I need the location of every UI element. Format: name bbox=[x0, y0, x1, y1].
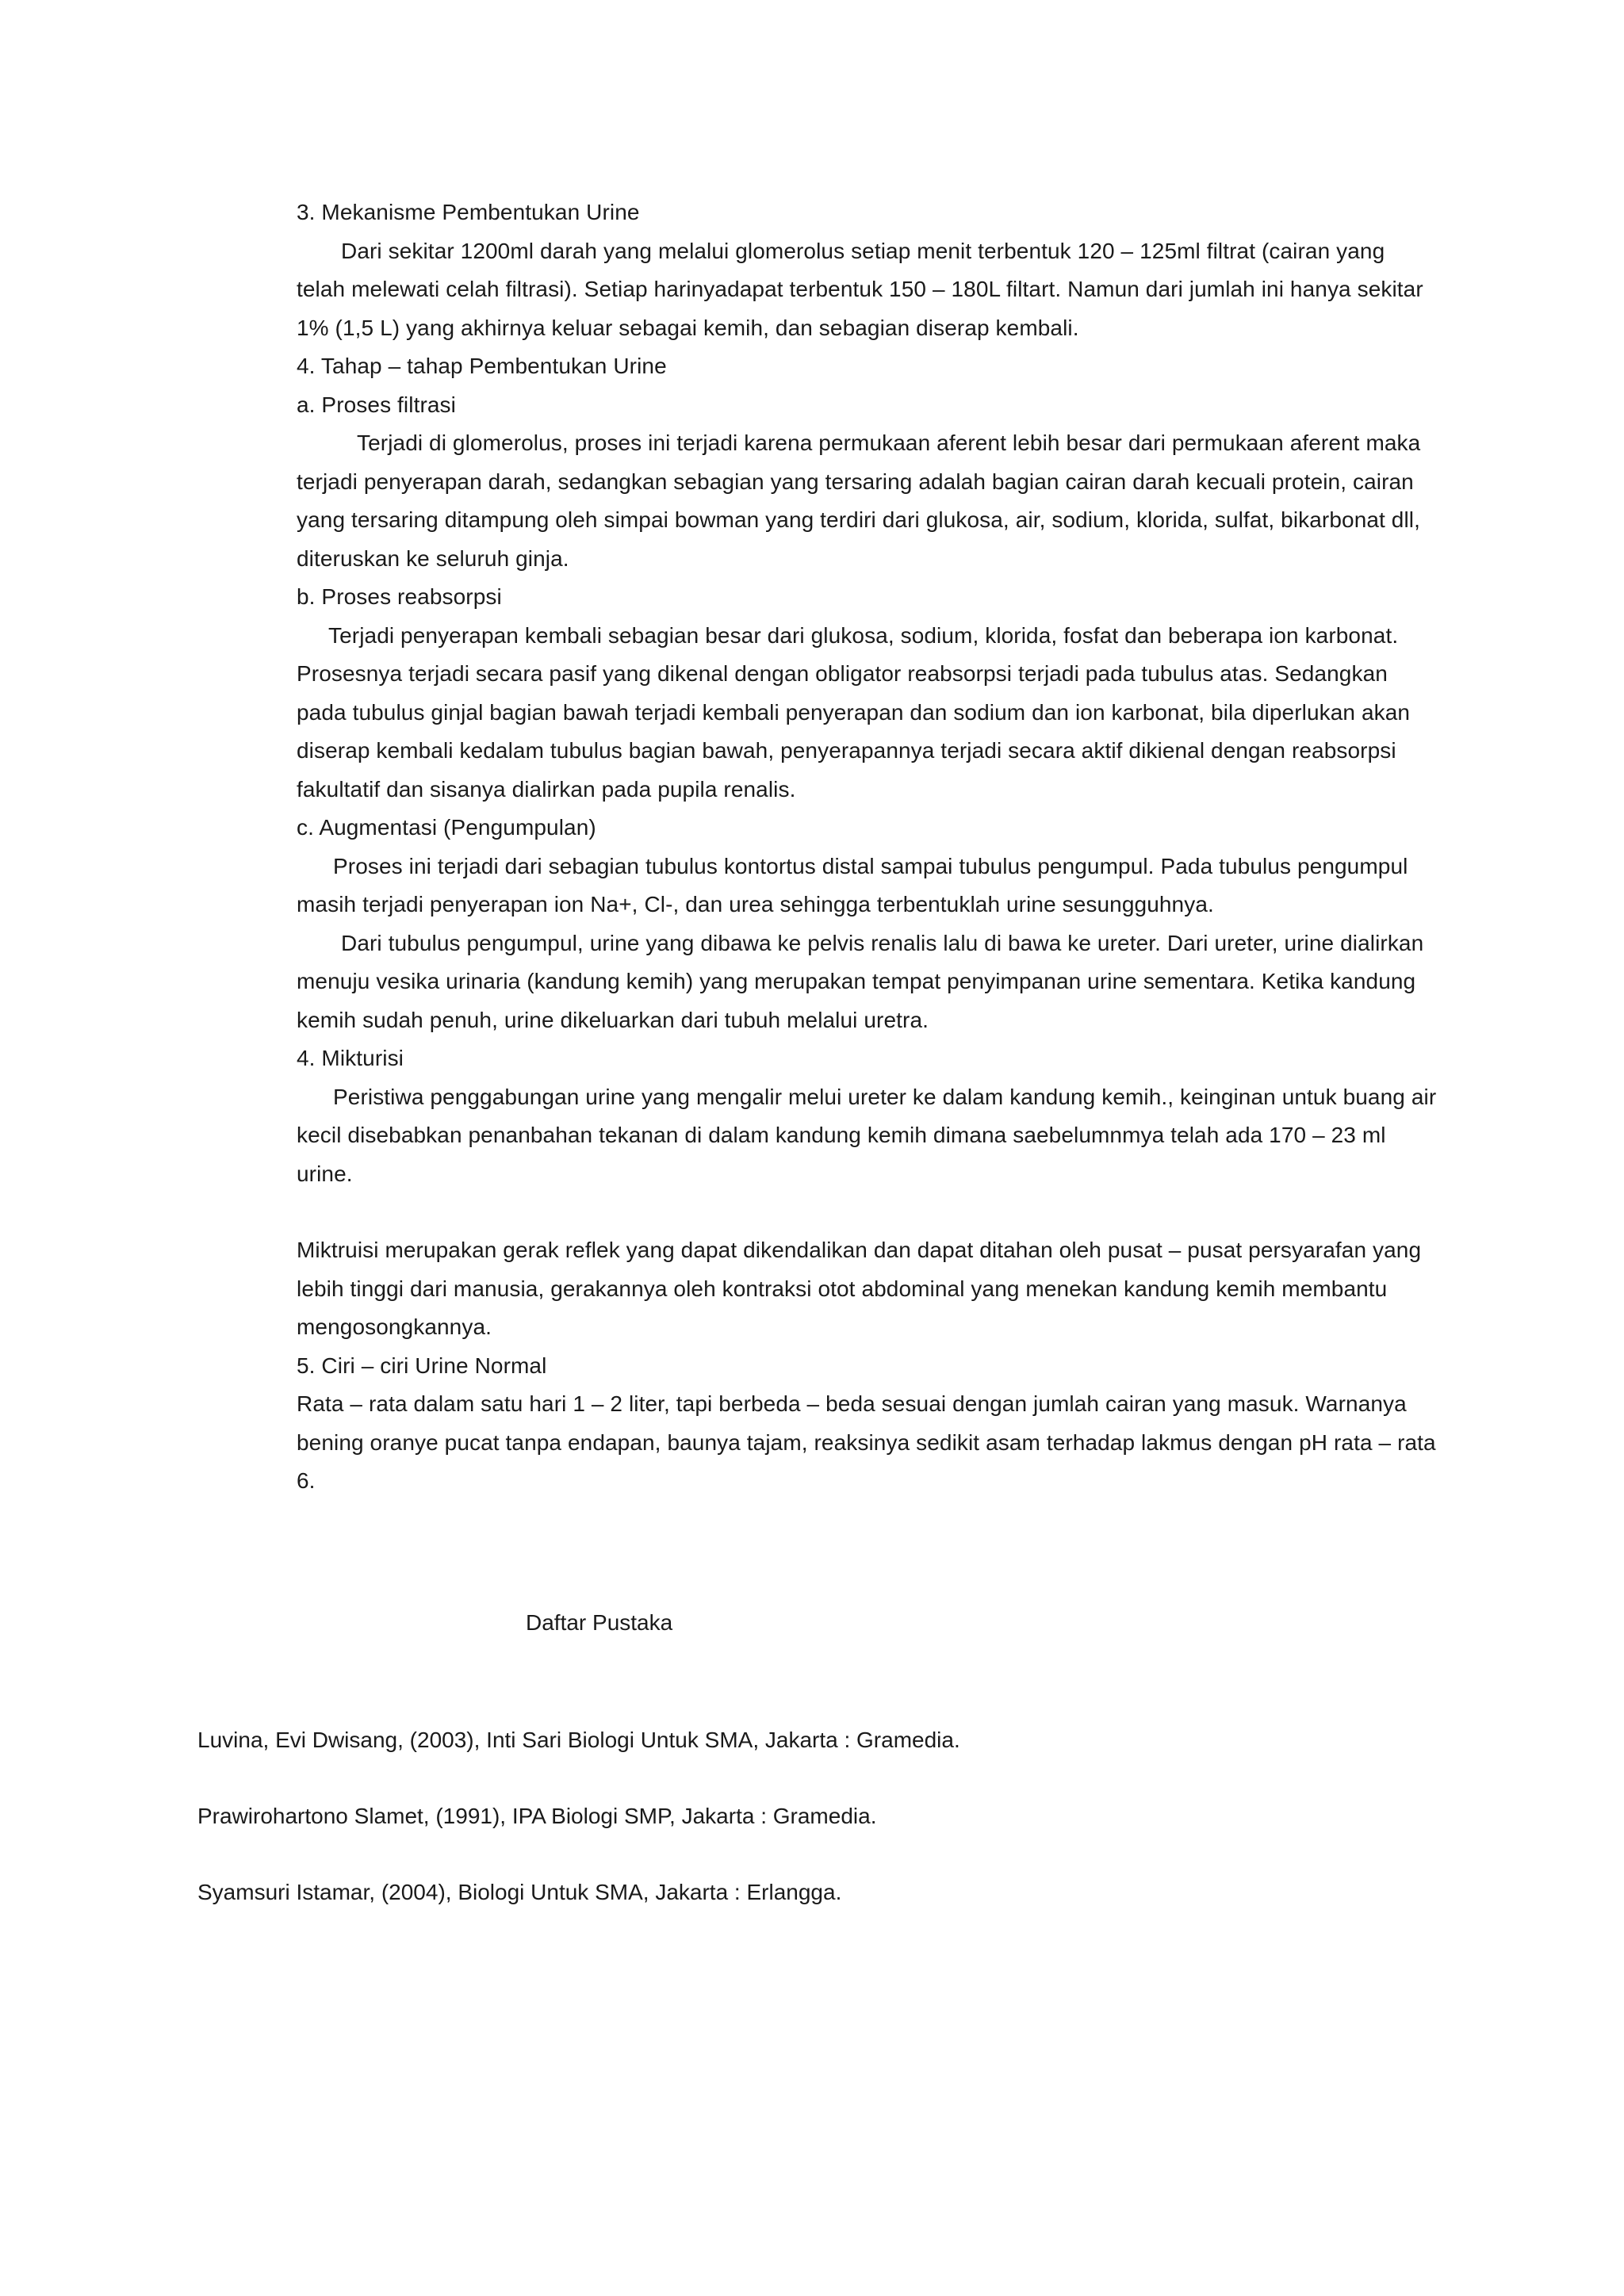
bibliography-list bbox=[197, 1721, 1466, 1950]
paragraph-spacer bbox=[297, 1193, 1438, 1231]
section-heading: 5. Ciri – ciri Urine Normal bbox=[297, 1353, 547, 1378]
section-heading: 4. Tahap – tahap Pembentukan Urine bbox=[297, 354, 667, 378]
bibliography-entry: Luvina, Evi Dwisang, (2003), Inti Sari Biologi Untuk SMA, Jakarta : Gramedia. bbox=[197, 1728, 960, 1752]
bibliography-title: Daftar Pustaka bbox=[526, 1610, 673, 1635]
document-body bbox=[297, 193, 1438, 1501]
body-paragraph: Rata – rata dalam satu hari 1 – 2 liter, tapi berbeda – beda sesuai dengan jumlah cairan yang masuk. Warnanya bening oranye pucat tanpa endapan, baunya tajam, reaksinya sedikit asam terhadap lakmus dengan pH rata – rata 6. bbox=[297, 1391, 1436, 1493]
subsection-heading: b. Proses reabsorpsi bbox=[297, 584, 502, 609]
bibliography-entry: Syamsuri Istamar, (2004), Biologi Untuk SMA, Jakarta : Erlangga. bbox=[197, 1880, 842, 1904]
body-paragraph: Dari sekitar 1200ml darah yang melalui glomerolus setiap menit terbentuk 120 – 125ml filtrat (cairan yang telah melewati celah filtrasi). Setiap harinyadapat terbentuk 150 – 180L filtart. Namun dari jumlah ini hanya sekitar 1% (1,5 L) yang akhirnya keluar sebagai kemih, dan sebagian diserap kembali. bbox=[297, 238, 1423, 340]
subsection-heading: a. Proses filtrasi bbox=[297, 392, 456, 417]
bibliography-entry: Prawirohartono Slamet, (1991), IPA Biologi SMP, Jakarta : Gramedia. bbox=[197, 1804, 877, 1828]
section-heading: 3. Mekanisme Pembentukan Urine bbox=[297, 200, 640, 224]
body-paragraph: Dari tubulus pengumpul, urine yang dibawa ke pelvis renalis lalu di bawa ke ureter. Dari ureter, urine dialirkan menuju vesika urinaria (kandung kemih) yang merupakan tempat penyimpanan urine sementara. Ketika kandung kemih sudah penuh, urine dikeluarkan dari tubuh melalui uretra. bbox=[297, 930, 1424, 1032]
subsection-heading: c. Augmentasi (Pengumpulan) bbox=[297, 815, 596, 840]
body-paragraph: Proses ini terjadi dari sebagian tubulus kontortus distal sampai tubulus pengumpul. Pada tubulus pengumpul masih terjadi penyerapan ion Na+, Cl-, dan urea sehingga terbentuklah urine sesungguhnya. bbox=[297, 853, 1408, 916]
section-heading: 4. Mikturisi bbox=[297, 1046, 404, 1070]
body-paragraph: Miktruisi merupakan gerak reflek yang dapat dikendalikan dan dapat ditahan oleh pusat – pusat persyarafan yang lebih tinggi dari manusia, gerakannya oleh kontraksi otot abdominal yang menekan kandung kemih membantu mengosongkannya. bbox=[297, 1238, 1422, 1339]
body-paragraph: Terjadi penyerapan kembali sebagian besar dari glukosa, sodium, klorida, fosfat dan beberapa ion karbonat. Prosesnya terjadi secara pasif yang dikenal dengan obligator reabsorpsi terjadi pada tubulus atas. Sedangkan pada tubulus ginjal bagian bawah terjadi kembali penyerapan dan sodium dan ion karbonat, bila diperlukan akan diserap kembali kedalam tubulus bagian bawah, penyerapannya terjadi secara aktif dikienal dengan reabsorpsi fakultatif dan sisanya dialirkan pada pupila renalis. bbox=[297, 622, 1411, 802]
body-paragraph: Peristiwa penggabungan urine yang mengalir melui ureter ke dalam kandung kemih., keinginan untuk buang air kecil disebabkan penanbahan tekanan di dalam kandung kemih dimana saebelumnmya telah ada 170 – 23 ml urine. bbox=[297, 1084, 1437, 1186]
body-paragraph: Terjadi di glomerolus, proses ini terjadi karena permukaan aferent lebih besar dari permukaan aferent maka terjadi penyerapan darah, sedangkan sebagian yang tersaring adalah bagian cairan darah kecuali protein, cairan yang tersaring ditampung oleh simpai bowman yang terdiri dari glukosa, air, sodium, klorida, sulfat, bikarbonat dll, diteruskan ke seluruh ginja. bbox=[297, 430, 1421, 571]
